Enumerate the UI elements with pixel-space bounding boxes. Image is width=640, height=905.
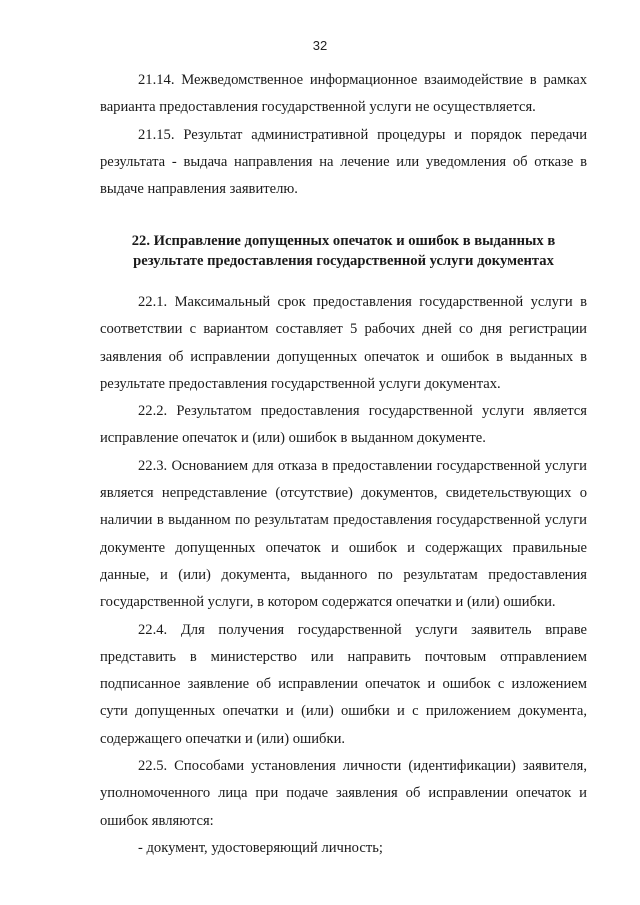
paragraph-22-1: 22.1. Максимальный срок предоставления государственной услуги в соответствии с вариантом составляет 5 рабочих дней со дня регистрации заявления об исправлении допущенных опечаток и ошибок в выданных в результате предоставления государственной услуги документах. [100, 294, 587, 392]
page-number: 32 [312, 38, 328, 53]
paragraph-22-5: 22.5. Способами установления личности (идентификации) заявителя, уполномоченного лица при подаче заявления об исправлении опечаток и ошибок являются: [100, 758, 587, 829]
section-22-text [100, 289, 587, 862]
paragraph-22-3: 22.3. Основанием для отказа в предоставлении государственной услуги является непредставление (отсутствие) документов, свидетельствующих о наличии в выданном по результатам предоставления государственной услуги документе допущенных опечаток и ошибок и содержащих правильные данные, и (или) документа, выданного по результатам предоставления государственной услуги, в котором содержатся опечатки и (или) ошибки. [100, 457, 587, 611]
paragraph-21-14: 21.14. Межведомственное информационное взаимодействие в рамках варианта предоставления государственной услуги не осуществляется. [100, 72, 587, 116]
paragraph-22-4: 22.4. Для получения государственной услуги заявитель вправе представить в министерство или направить почтовым отправлением подписанное заявление об исправлении опечаток и ошибок с изложением сути допущенных опечатки и (или) ошибки и с приложением документа, содержащего опечатки и (или) ошибки. [100, 621, 587, 747]
section-22-heading-line2: результате предоставления государственной услуги документах [133, 253, 554, 269]
list-item-identity-document: - документ, удостоверяющий личность; [138, 839, 383, 856]
paragraph-22-2: 22.2. Результатом предоставления государственной услуги является исправление опечаток и (или) ошибок в выданном документе. [100, 403, 587, 447]
section-21-text [100, 67, 587, 203]
section-22-heading-line1: 22. Исправление допущенных опечаток и ошибок в выданных в [131, 233, 556, 249]
paragraph-21-15: 21.15. Результат административной процедуры и порядок передачи результата - выдача направления на лечение или уведомления об отказе в выдаче направления заявителю. [100, 126, 587, 198]
section-22-heading [100, 231, 587, 271]
